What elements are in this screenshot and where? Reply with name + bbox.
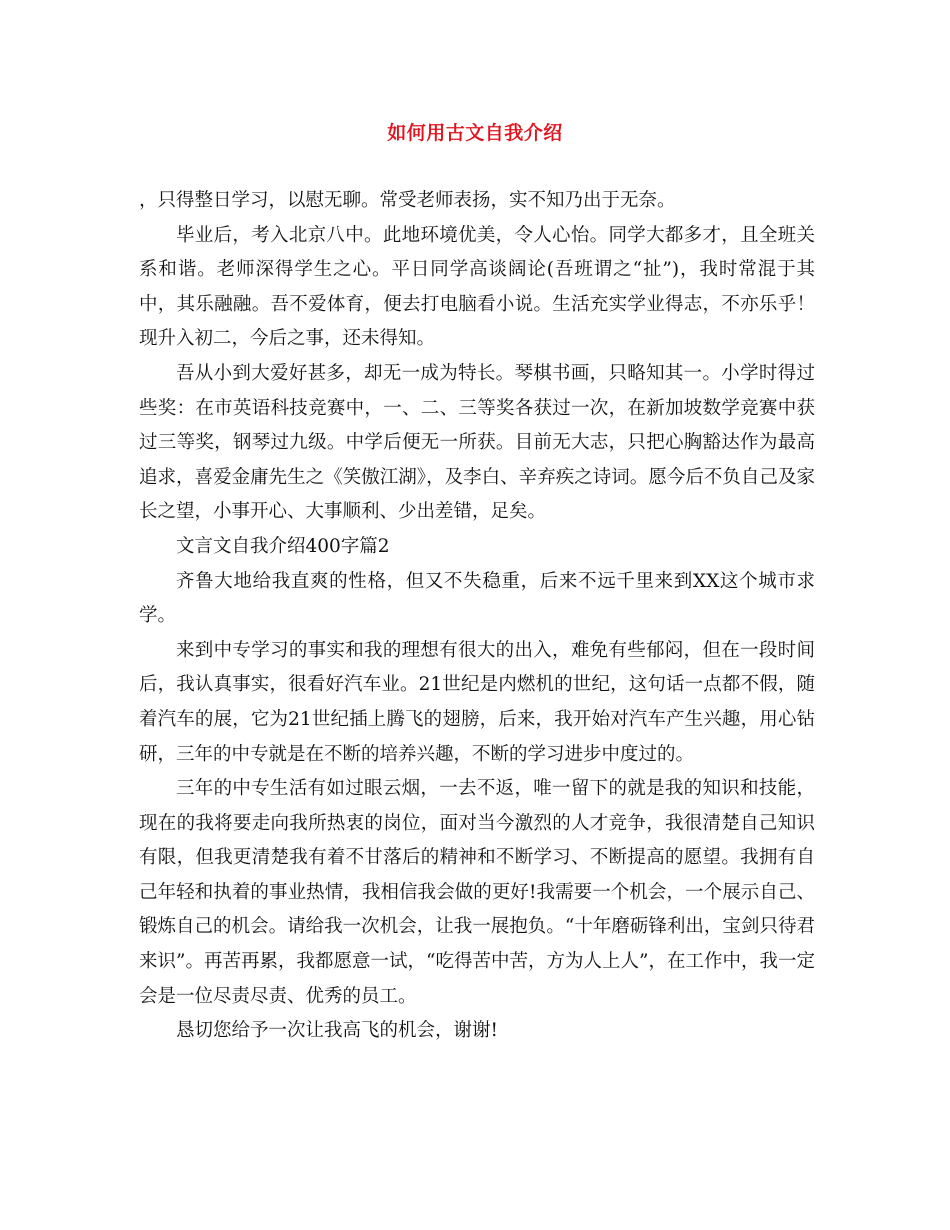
paragraph: 三年的中专生活有如过眼云烟，一去不返，唯一留下的就是我的知识和技能，现在的我将要走向我所热衷的岗位，面对当今激烈的人才竞争，我很清楚自己知识有限，但我更清楚我有着不甘落后的精神和不断学习、不断提高的愿望。我拥有自己年轻和执着的事业热情，我相信我会做的更好!我需要一个机会，一个展示自己、锻炼自己的机会。请给我一次机会，让我一展抱负。“十年磨砺锋利出，宝剑只待君来识”。再苦再累，我都愿意一试，“吃得苦中苦，方为人上人”，在工作中，我一定会是一位尽责尽责、优秀的员工。 xyxy=(139,778,815,1007)
paragraph: 吾从小到大爱好甚多，却无一成为特长。琴棋书画，只略知其一。小学时得过些奖：在市英语科技竞赛中，一、二、三等奖各获过一次，在新加坡数学竞赛中获过三等奖，钢琴过九级。中学后便无一所获。目前无大志，只把心胸豁达作为最高追求，喜爱金庸先生之《笑傲江湖》，及李白、辛弃疾之诗词。愿今后不负自己及家长之望，小事开心、大事顺利、少出差错，足矣。 xyxy=(139,362,815,523)
document-title: 如何用古文自我介绍 xyxy=(387,122,563,144)
paragraph: ，只得整日学习，以慰无聊。常受老师表扬，实不知乃出于无奈。 xyxy=(139,190,676,211)
paragraph: 恳切您给予一次让我高飞的机会，谢谢! xyxy=(176,1020,498,1042)
section-heading: 文言文自我介绍400字篇2 xyxy=(176,535,390,557)
paragraph: 来到中专学习的事实和我的理想有很大的出入，难免有些郁闷，但在一段时间后，我认真事实，很看好汽车业。21世纪是内燃机的世纪，这句话一点都不假，随着汽车的展，它为21世纪插上腾飞的翅膀，后来，我开始对汽车产生兴趣，用心钻研，三年的中专就是在不断的培养兴趣，不断的学习进步中度过的。 xyxy=(139,639,815,765)
document-body xyxy=(139,184,815,1049)
paragraph: 齐鲁大地给我直爽的性格，但又不失稳重，后来不远千里来到XX这个城市求学。 xyxy=(139,570,815,627)
paragraph: 毕业后，考入北京八中。此地环境优美，令人心怡。同学大都多才，且全班关系和谐。老师深得学生之心。平日同学高谈阔论(吾班谓之“扯”)，我时常混于其中，其乐融融。吾不爱体育，便去打电脑看小说。生活充实学业得志，不亦乐乎！现升入初二，今后之事，还未得知。 xyxy=(139,224,815,350)
